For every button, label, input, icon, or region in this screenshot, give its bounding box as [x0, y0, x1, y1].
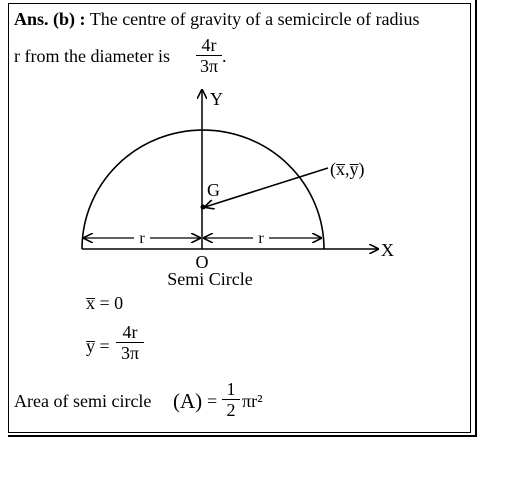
y-axis-label: Y [210, 89, 223, 109]
semicircle-arc [82, 130, 324, 249]
point-g-label: G [207, 180, 220, 200]
heading-frac-num: 4r [196, 35, 222, 56]
answer-label: Ans. (b) : [14, 9, 86, 29]
origin-label: O [195, 252, 209, 272]
area-equals: = [207, 391, 218, 411]
radius-right-label: r [258, 230, 264, 247]
area-frac-num: 1 [222, 379, 240, 400]
area-frac-den: 2 [226, 400, 236, 420]
area-text: Area of semi circle [14, 391, 152, 411]
heading-period: . [222, 46, 227, 66]
ybar-frac-den: 3π [120, 343, 140, 363]
heading-line-2: r from the diameter is [14, 46, 170, 66]
ybar-lhs: y̅ = [86, 336, 110, 356]
area-fraction [222, 379, 240, 420]
heading-frac-den: 3π [199, 56, 219, 76]
heading-text: The centre of gravity of a semicircle of radius [89, 9, 420, 29]
area-symbol: (A) [173, 389, 203, 413]
radius-left-label: r [139, 230, 145, 247]
ybar-frac-num: 4r [116, 322, 144, 343]
point-coord-label: (x̅,y̅) [330, 159, 365, 179]
xbar-equation: x̅ = 0 [86, 293, 124, 313]
x-axis-label: X [381, 240, 394, 260]
area-tail: πr² [242, 391, 263, 411]
centroid-dot [201, 205, 206, 210]
figure-caption: Semi Circle [167, 269, 253, 289]
ybar-fraction [116, 322, 144, 363]
centroid-pointer [205, 168, 328, 207]
